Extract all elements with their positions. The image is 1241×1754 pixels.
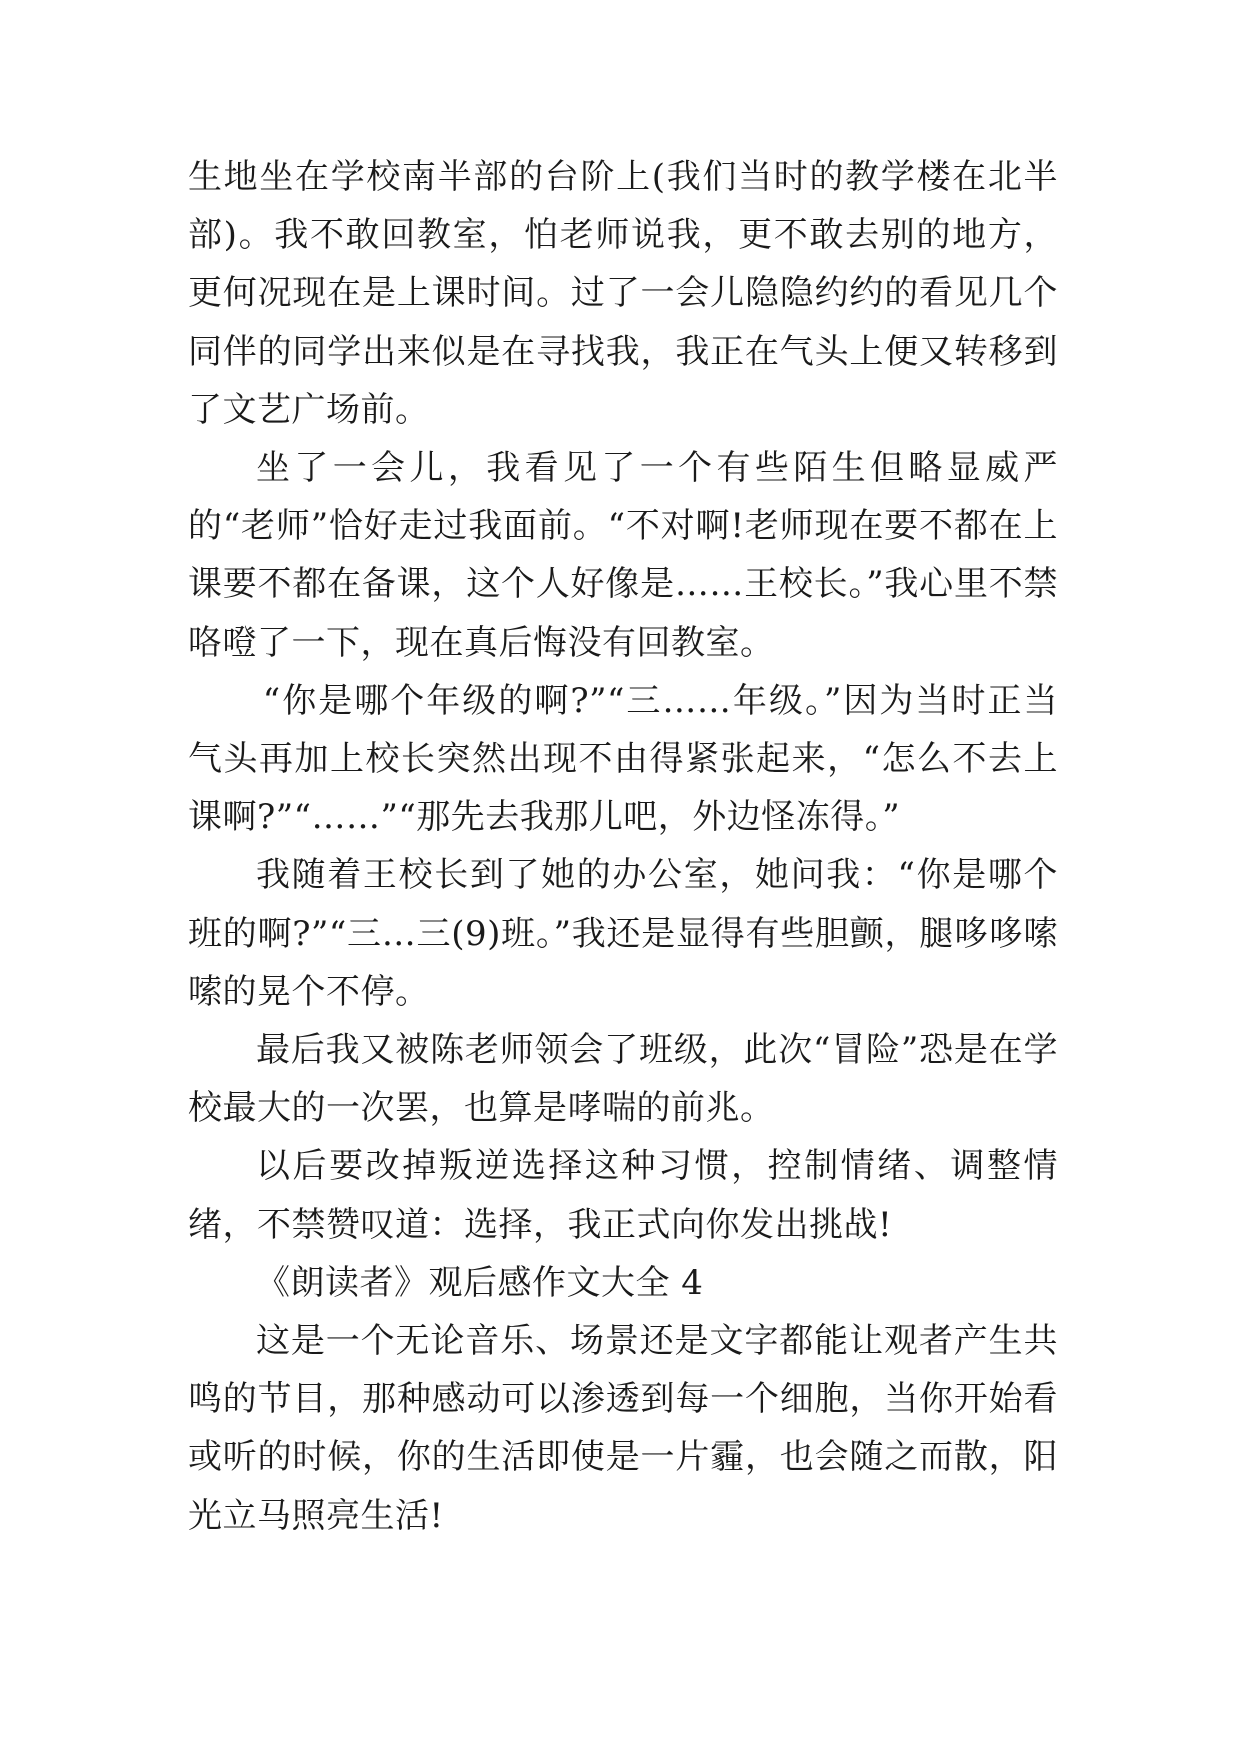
section-heading: 《朗读者》观后感作文大全 4 <box>256 1262 704 1303</box>
paragraph-conclusion: 以后要改掉叛逆选择这种习惯，控制情绪、调整情绪，不禁赞叹道：选择，我正式向你发出挑战! <box>188 1146 1058 1245</box>
paragraph-office: 我随着王校长到了她的办公室，她问我：“你是哪个班的啊?”“三…三(9)班。”我还是显得有些胆颤，腿哆哆嗦嗦的晃个不停。 <box>188 855 1058 1012</box>
paragraph-continuation: 生地坐在学校南半部的台阶上(我们当时的教学楼在北半部)。我不敢回教室，怕老师说我，更不敢去别的地方，更何况现在是上课时间。过了一会儿隐隐约约的看见几个同伴的同学出来似是在寻找我，我正在气头上便又转移到了文艺广场前。 <box>188 157 1058 430</box>
document-body <box>188 148 1058 1545</box>
paragraph-program: 这是一个无论音乐、场景还是文字都能让观者产生共鸣的节目，那种感动可以渗透到每一个细胞，当你开始看或听的时候，你的生活即使是一片霾，也会随之而散，阳光立马照亮生活! <box>188 1321 1058 1536</box>
paragraph-teacher: 坐了一会儿，我看见了一个有些陌生但略显威严的“老师”恰好走过我面前。“不对啊!老师现在要不都在上课要不都在备课，这个人好像是……王校长。”我心里不禁咯噔了一下，现在真后悔没有回教室。 <box>188 448 1058 663</box>
paragraph-return: 最后我又被陈老师领会了班级，此次“冒险”恐是在学校最大的一次罢，也算是哮喘的前兆。 <box>188 1030 1058 1129</box>
paragraph-dialogue: “你是哪个年级的啊?”“三……年级。”因为当时正当气头再加上校长突然出现不由得紧张起来，“怎么不去上课啊?”“……”“那先去我那儿吧，外边怪冻得。” <box>188 680 1058 838</box>
